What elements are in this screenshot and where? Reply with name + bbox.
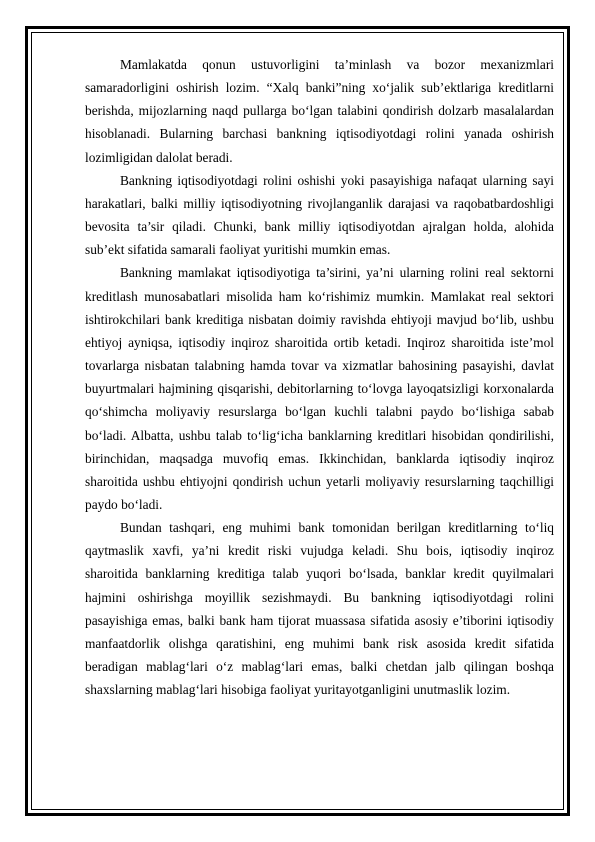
paragraph: Bankning iqtisodiyotdagi rolini oshishi yoki pasayishiga nafaqat ularning sayi harakatlari, balki milliy iqtisodiyotning rivojlanganlik darajasi va raqobatbardoshligi bevosita ta’sir qiladi. Chunki, bank milliy iqtisodiyotdan ajralgan holda, alohida sub’ekt sifatida samarali faoliyat yuritishi mumkin emas. — [85, 172, 554, 258]
paragraph: Mamlakatda qonun ustuvorligini ta’minlash va bozor mexanizmlari samaradorligini oshirish lozim. “Xalq banki”ning xo‘jalik sub’ektlariga kreditlarni berishda, mijozlarning naqd pullarga bo‘lgan talabini qondirish dolzarb masalalardan hisoblanadi. Bularning barchasi bankning iqtisodiyotdagi rolini yanada oshirish lozimligidan dalolat beradi. — [85, 57, 554, 165]
document-body — [85, 53, 554, 701]
paragraph: Bundan tashqari, eng muhimi bank tomonidan berilgan kreditlarning to‘liq qaytmaslik xavfi, ya’ni kredit riski vujudga keladi. Shu bois, iqtisodiy inqiroz sharoitida banklarning kreditiga talab yuqori bo‘lsada, banklar kredit quyilmalari hajmini oshirishga moyillik sezishmaydi. Bu bankning iqtisodiyotdagi rolini pasayishiga emas, balki bank ham tijorat muassasa sifatida asosiy e’tiborini iqtisodiy manfaatdorlik olishga qaratishini, eng muhimi bank risk asosida kredit sifatida beradigan mablag‘lari o‘z mablag‘lari emas, balki chetdan jalb qilingan boshqa shaxslarning mablag‘lari hisobiga faoliyat yuritayotganligini unutmaslik lozim. — [85, 520, 554, 698]
paragraph: Bankning mamlakat iqtisodiyotiga ta’sirini, ya’ni ularning rolini real sektorni kreditlash munosabatlari misolida ham ko‘rishimiz mumkin. Mamlakat real sektori ishtirokchilari bank kreditiga nisbatan doimiy ravishda ehtiyoji mavjud bo‘lib, ushbu ehtiyoj ayniqsa, iqtisodiy inqiroz sharoitida ortib ketadi. Inqiroz sharoitida iste’mol tovarlarga nisbatan talabning hamda tovar va xizmatlar bahosining pasayishi, davlat buyurtmalari hajmining qisqarishi, debitorlarning to‘lovga layoqatsizligi korxonalarda qo‘shimcha moliyaviy resurslarga bo‘lgan kuchli talabni paydo bo‘lishiga sabab bo‘ladi. Albatta, ushbu talab to‘lig‘icha banklarning kreditlari hisobidan qondirilishi, birinchidan, maqsadga muvofiq emas. Ikkinchidan, banklarda iqtisodiy inqiroz sharoitida ushbu ehtiyojni qondirish uchun yetarli moliyaviy resurslarning taqchilligi paydo bo‘ladi. — [85, 265, 554, 512]
